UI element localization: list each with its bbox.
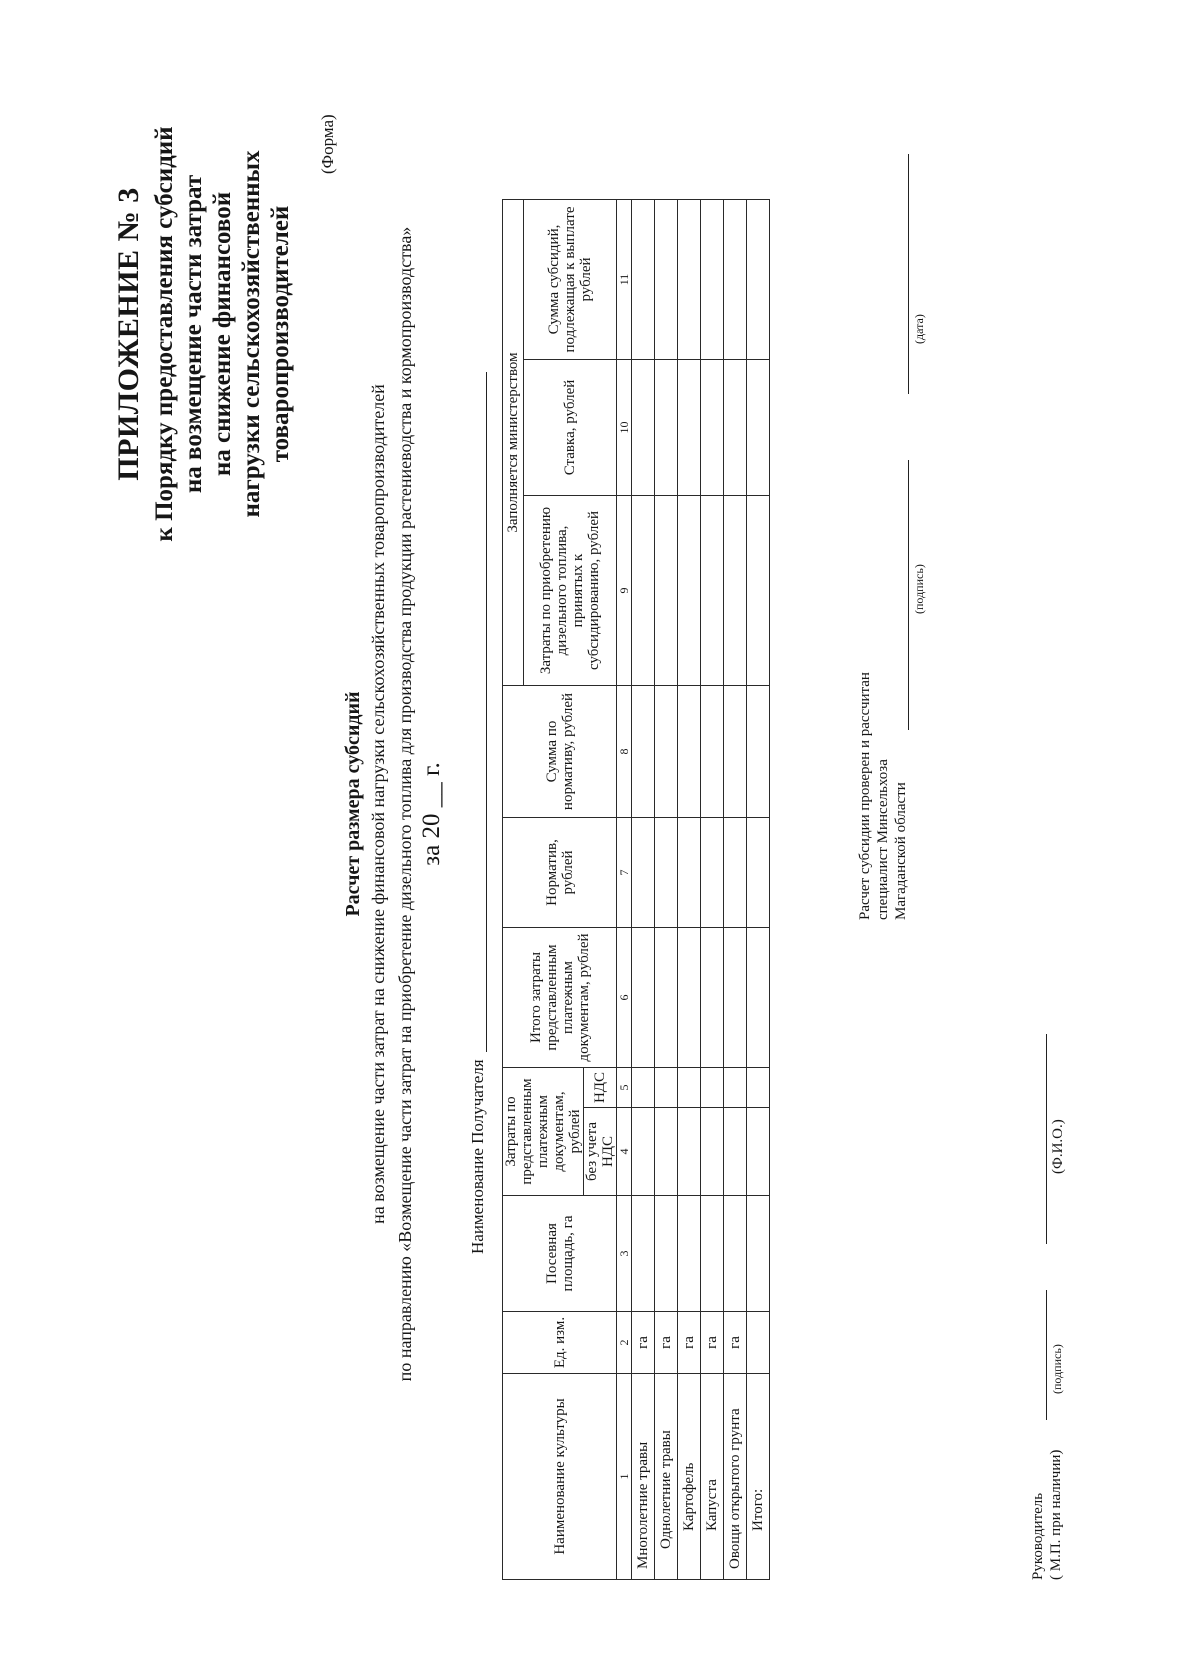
- appendix-line-1: к Порядку предоставления субсидий: [151, 126, 178, 542]
- cell-norm-sum: [655, 686, 678, 818]
- header-rate: Ставка, рублей: [524, 360, 617, 496]
- calc-subtitle-line-1: на возмещение части затрат на снижение финансовой нагрузки сельскохозяйственных товаропроизводителей: [368, 384, 388, 1224]
- cell-costs-no-vat: [747, 1108, 770, 1196]
- ministry-date-line: [908, 154, 909, 394]
- cell-area: [724, 1196, 747, 1312]
- appendix-heading: [112, 54, 295, 614]
- cell-norm: [678, 818, 701, 928]
- head-fio-line: [1046, 1034, 1047, 1244]
- crop-unit: га: [655, 1312, 678, 1374]
- head-signature-caption: (подпись): [1050, 1344, 1064, 1394]
- cell-total-costs: [747, 928, 770, 1068]
- ministry-check-line-2: специалист Минсельхоза: [875, 759, 891, 920]
- cell-vat: [678, 1068, 701, 1108]
- header-ministry-group: Заполняется министерством: [503, 199, 524, 685]
- header-unit: Ед. изм.: [503, 1312, 617, 1374]
- cell-norm-sum: [632, 686, 655, 818]
- cell-fuel-costs: [724, 496, 747, 686]
- cell-norm-sum: [701, 686, 724, 818]
- crop-unit: га: [678, 1312, 701, 1374]
- header-vat: НДС: [584, 1068, 617, 1108]
- head-signature-line: [1046, 1290, 1047, 1420]
- column-number: 7: [617, 818, 632, 928]
- cell-norm-sum: [678, 686, 701, 818]
- cell-norm: [747, 818, 770, 928]
- cell-costs-no-vat: [701, 1108, 724, 1196]
- column-number: 3: [617, 1196, 632, 1312]
- cell-norm: [701, 818, 724, 928]
- appendix-line-2: на возмещение части затрат: [180, 174, 207, 494]
- header-costs: Затраты по представленным платежным документам, рублей: [503, 1068, 584, 1196]
- column-number: 5: [617, 1068, 632, 1108]
- cell-vat: [701, 1068, 724, 1108]
- table-row: [724, 199, 747, 1579]
- cell-rate: [724, 360, 747, 496]
- cell-costs-no-vat: [632, 1108, 655, 1196]
- cell-total-costs: [632, 928, 655, 1068]
- cell-norm-sum: [724, 686, 747, 818]
- header-fuel-costs: Затраты по приобретению дизельного топлива, принятых к субсидированию, рублей: [524, 496, 617, 686]
- appendix-line-5: товаропроизводителей: [267, 205, 294, 463]
- cell-area: [632, 1196, 655, 1312]
- form-mark: (Форма): [318, 114, 337, 174]
- cell-area: [701, 1196, 724, 1312]
- ministry-check-line-1: Расчет субсидии проверен и рассчитан: [857, 672, 873, 920]
- cell-subsidy-sum: [632, 199, 655, 359]
- column-number: 1: [617, 1374, 632, 1580]
- crop-name: Однолетние травы: [655, 1374, 678, 1580]
- cell-subsidy-sum: [701, 199, 724, 359]
- header-costs-no-vat: без учета НДС: [584, 1108, 617, 1196]
- cell-total-costs: [724, 928, 747, 1068]
- column-number: 9: [617, 496, 632, 686]
- table-row: [701, 199, 724, 1579]
- table-row: [655, 199, 678, 1579]
- column-number: 6: [617, 928, 632, 1068]
- head-label: Руководитель: [1030, 1492, 1046, 1580]
- crop-name: Капуста: [701, 1374, 724, 1580]
- crop-name: Многолетние травы: [632, 1374, 655, 1580]
- cell-fuel-costs: [632, 496, 655, 686]
- crop-unit: га: [701, 1312, 724, 1374]
- cell-subsidy-sum: [747, 199, 770, 359]
- cell-total-costs: [655, 928, 678, 1068]
- period-label: за 20 __ г.: [418, 762, 445, 866]
- cell-fuel-costs: [655, 496, 678, 686]
- appendix-title: ПРИЛОЖЕНИЕ № 3: [112, 187, 145, 481]
- cell-norm: [632, 818, 655, 928]
- table-row: [632, 199, 655, 1579]
- cell-rate: [701, 360, 724, 496]
- header-area: Посевная площадь, га: [503, 1196, 617, 1312]
- cell-vat: [724, 1068, 747, 1108]
- calc-subtitle-line-2: по направлению «Возмещение части затрат на приобретение дизельного топлива для производства продукции растениеводства и кормопроизводства»: [395, 226, 415, 1382]
- ministry-check-line-3: Магаданской области: [893, 782, 909, 920]
- table-row: [678, 199, 701, 1579]
- head-fio-caption: (Ф.И.О.): [1050, 1119, 1066, 1174]
- column-number: 10: [617, 360, 632, 496]
- stamp-note: ( М.П. при наличии): [1048, 1449, 1064, 1580]
- recipient-field: [468, 1059, 488, 1254]
- cell-total-costs: [678, 928, 701, 1068]
- table-row-total: [747, 199, 770, 1579]
- header-norm-sum: Сумма по нормативу, рублей: [503, 686, 617, 818]
- cell-area: [678, 1196, 701, 1312]
- ministry-signature-line: [908, 460, 909, 730]
- cell-norm-sum: [747, 686, 770, 818]
- crop-unit: га: [724, 1312, 747, 1374]
- crop-name: Итого:: [747, 1374, 770, 1580]
- cell-norm: [655, 818, 678, 928]
- ministry-date-caption: (дата): [912, 314, 926, 344]
- column-number: 2: [617, 1312, 632, 1374]
- cell-subsidy-sum: [724, 199, 747, 359]
- cell-costs-no-vat: [655, 1108, 678, 1196]
- cell-costs-no-vat: [678, 1108, 701, 1196]
- cell-subsidy-sum: [655, 199, 678, 359]
- cell-norm: [724, 818, 747, 928]
- cell-fuel-costs: [701, 496, 724, 686]
- recipient-label: Наименование Получателя: [468, 1059, 487, 1254]
- cell-fuel-costs: [747, 496, 770, 686]
- cell-rate: [747, 360, 770, 496]
- header-total-costs: Итого затраты представленным платежным документам, рублей: [503, 928, 617, 1068]
- recipient-blank-line: [486, 372, 487, 1052]
- column-number: 4: [617, 1108, 632, 1196]
- column-number-row: [617, 199, 632, 1579]
- cell-subsidy-sum: [678, 199, 701, 359]
- crop-name: Овощи открытого грунта: [724, 1374, 747, 1580]
- cell-rate: [655, 360, 678, 496]
- header-crop-name: Наименование культуры: [503, 1374, 617, 1580]
- column-number: 11: [617, 199, 632, 359]
- cell-rate: [632, 360, 655, 496]
- crop-name: Картофель: [678, 1374, 701, 1580]
- appendix-line-3: на снижение финансовой: [209, 191, 236, 477]
- cell-area: [655, 1196, 678, 1312]
- cell-area: [747, 1196, 770, 1312]
- cell-fuel-costs: [678, 496, 701, 686]
- crop-unit: [747, 1312, 770, 1374]
- column-number: 8: [617, 686, 632, 818]
- header-subsidy-sum: Сумма субсидий, подлежащая к выплате рублей: [524, 199, 617, 359]
- cell-vat: [655, 1068, 678, 1108]
- calc-title: Расчет размера субсидий: [342, 691, 364, 917]
- header-norm: Норматив, рублей: [503, 818, 617, 928]
- ministry-signature-caption: (подпись): [912, 564, 926, 614]
- cell-costs-no-vat: [724, 1108, 747, 1196]
- crop-unit: га: [632, 1312, 655, 1374]
- ministry-check-block: [856, 672, 910, 920]
- subsidy-calc-table: [502, 199, 770, 1580]
- cell-total-costs: [701, 928, 724, 1068]
- cell-rate: [678, 360, 701, 496]
- appendix-line-4: нагрузки сельскохозяйственных: [238, 150, 265, 518]
- cell-vat: [747, 1068, 770, 1108]
- cell-vat: [632, 1068, 655, 1108]
